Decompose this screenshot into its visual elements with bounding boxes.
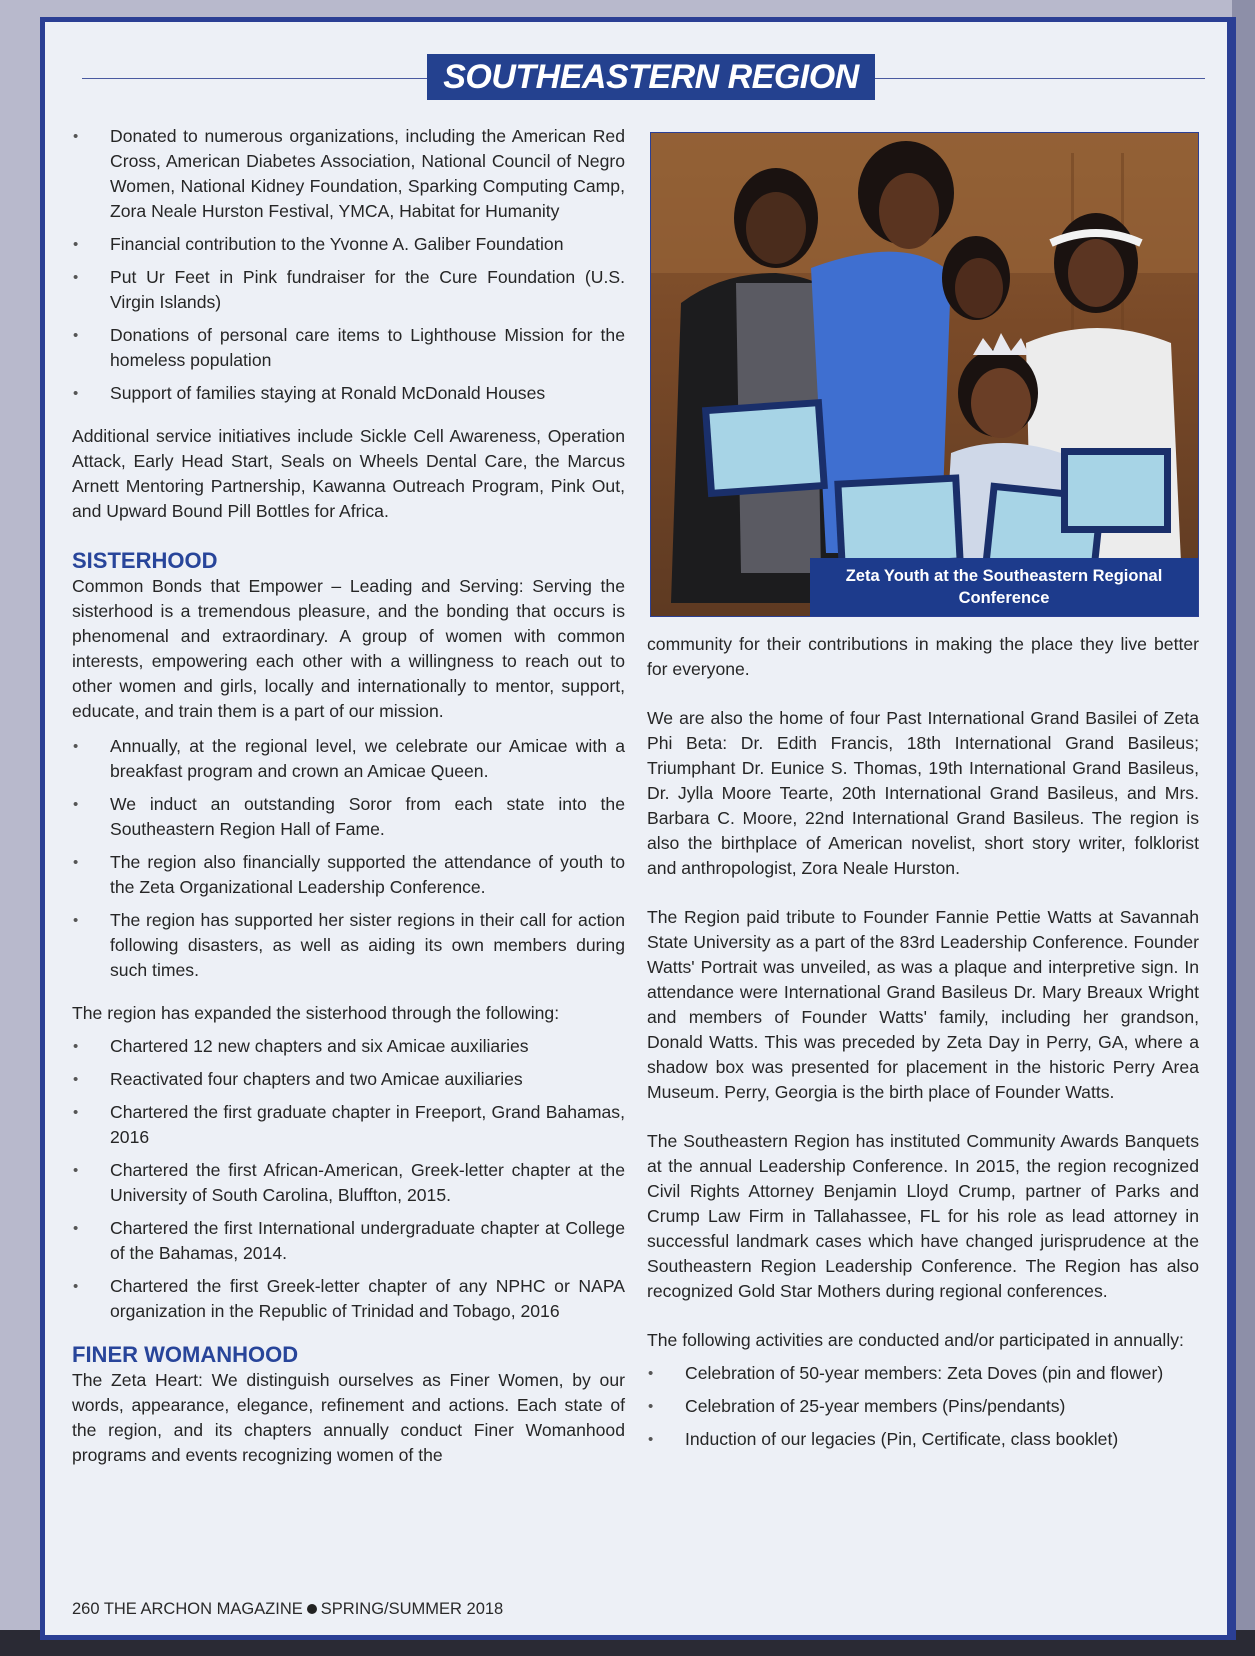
banner-rule-right	[875, 78, 1205, 79]
sisterhood-heading: SISTERHOOD	[72, 548, 218, 573]
paragraph: The Region paid tribute to Founder Fannie Pettie Watts at Savannah State University as a part of the 83rd Leadership Conference. Founder Watts' Portrait was unveiled, as was a plaque and interpretive sign. In attendance were International Grand Basileus Dr. Mary Breaux Wright and members of Founder Watts' family, including her grandson, Donald Watts. This was preceded by Zeta Day in Perry, GA, where a shadow box was presented for placement in the historic Perry Area Museum. Perry, Georgia is the birth place of Founder Watts.	[647, 907, 1199, 1102]
paragraph: We are also the home of four Past International Grand Basilei of Zeta Phi Beta: Dr. Edith Francis, 18th International Grand Basileus; Triumphant Dr. Eunice S. Thomas, 19th International Grand Basileus, Dr. Jylla Moore Tearte, 20th International Grand Basileus, and Mrs. Barbara C. Moore, 22nd International Grand Basileus. The region is also the birthplace of American novelist, short story writer, folklorist and anthropologist, Zora Neale Hurston.	[647, 708, 1199, 878]
list-item: • Chartered the first graduate chapter in Freeport, Grand Bahamas, 2016	[73, 1102, 625, 1147]
footer-issue: SPRING/SUMMER 2018	[320, 1600, 504, 1618]
sisterhood-intro: Common Bonds that Empower – Leading and Serving: Serving the sisterhood is a tremendous pleasure, and the bonding that occurs is phenomenal and extraordinary. A group of women with common interests, empowering each other with a willingness to reach out to other women and girls, locally and internationally to mentor, support, educate, and train them is a part of our mission.	[72, 576, 625, 721]
right-column	[647, 632, 1199, 1470]
list-item: • Donations of personal care items to Lighthouse Mission for the homeless population	[73, 325, 625, 370]
paragraph: The Southeastern Region has instituted Community Awards Banquets at the annual Leadership Conference. In 2015, the region recognized Civil Rights Attorney Benjamin Lloyd Crump, partner of Parks and Crump Law Firm in Tallahassee, FL for his role as lead attorney in successful landmark cases which have changed jurisprudence at the Southeastern Region Leadership Conference. The Region has also recognized Gold Star Mothers during regional conferences.	[647, 1131, 1199, 1301]
finer-womanhood-heading: FINER WOMANHOOD	[72, 1342, 299, 1367]
page-footer	[72, 1600, 503, 1619]
list-item: • Chartered 12 new chapters and six Amicae auxiliaries	[73, 1036, 529, 1056]
service-list	[72, 124, 625, 406]
list-item: • Annually, at the regional level, we celebrate our Amicae with a breakfast program and crown an Amicae Queen.	[73, 736, 625, 781]
activities-list	[647, 1361, 1199, 1452]
list-item: • Chartered the first International undergraduate chapter at College of the Bahamas, 2014.	[73, 1218, 625, 1263]
expanded-list	[72, 1034, 625, 1324]
photo-illustration	[651, 133, 1199, 617]
list-item: • Financial contribution to the Yvonne A. Galiber Foundation	[73, 234, 564, 254]
list-item: • Support of families staying at Ronald McDonald Houses	[73, 383, 546, 403]
photo-caption: Zeta Youth at the Southeastern Regional Conference	[810, 558, 1198, 616]
list-item: • Induction of our legacies (Pin, Certificate, class booklet)	[648, 1429, 1119, 1449]
list-item: • We induct an outstanding Soror from each state into the Southeastern Region Hall of Fame.	[73, 794, 625, 839]
list-item: • Chartered the first African-American, Greek-letter chapter at the University of South Carolina, Bluffton, 2015.	[73, 1160, 625, 1205]
footer-bullet-icon	[307, 1604, 317, 1614]
paragraph: community for their contributions in making the place they live better for everyone.	[647, 634, 1199, 679]
conference-photo	[650, 132, 1199, 617]
list-item: • Celebration of 50-year members: Zeta Doves (pin and flower)	[648, 1363, 1164, 1383]
section-banner: SOUTHEASTERN REGION	[427, 54, 875, 100]
list-item: • The region has supported her sister regions in their call for action following disasters, as well as aiding its own members during such times.	[73, 910, 625, 980]
paragraph: The following activities are conducted and/or participated in annually:	[647, 1330, 1184, 1350]
finer-womanhood-text: The Zeta Heart: We distinguish ourselves as Finer Women, by our words, appearance, elegance, refinement and actions. Each state of the region, and its chapters annually conduct Finer Womanhood programs and events recognizing women of the	[72, 1370, 625, 1465]
list-item: • Chartered the first Greek-letter chapter of any NPHC or NAPA organization in the Republic of Trinidad and Tobago, 2016	[73, 1276, 625, 1321]
banner-rule-left	[82, 78, 427, 79]
list-item: • The region also financially supported the attendance of youth to the Zeta Organizational Leadership Conference.	[73, 852, 625, 897]
expanded-intro: The region has expanded the sisterhood through the following:	[72, 1003, 560, 1023]
list-item: • Reactivated four chapters and two Amicae auxiliaries	[73, 1069, 523, 1089]
list-item: • Put Ur Feet in Pink fundraiser for the Cure Foundation (U.S. Virgin Islands)	[73, 267, 625, 312]
left-column	[72, 124, 625, 1492]
list-item: • Donated to numerous organizations, including the American Red Cross, American Diabetes Association, National Council of Negro Women, National Kidney Foundation, Sparking Computing Camp, Zora Neale Hurston Festival, YMCA, Habitat for Humanity	[73, 126, 625, 221]
additional-initiatives-paragraph: Additional service initiatives include Sickle Cell Awareness, Operation Attack, Early Head Start, Seals on Wheels Dental Care, the Marcus Arnett Mentoring Partnership, Kawanna Outreach Program, Pink Out, and Upward Bound Pill Bottles for Africa.	[72, 426, 625, 521]
sisterhood-list	[72, 734, 625, 983]
list-item: • Celebration of 25-year members (Pins/pendants)	[648, 1396, 1066, 1416]
footer-magazine: 260 THE ARCHON MAGAZINE	[72, 1600, 303, 1618]
